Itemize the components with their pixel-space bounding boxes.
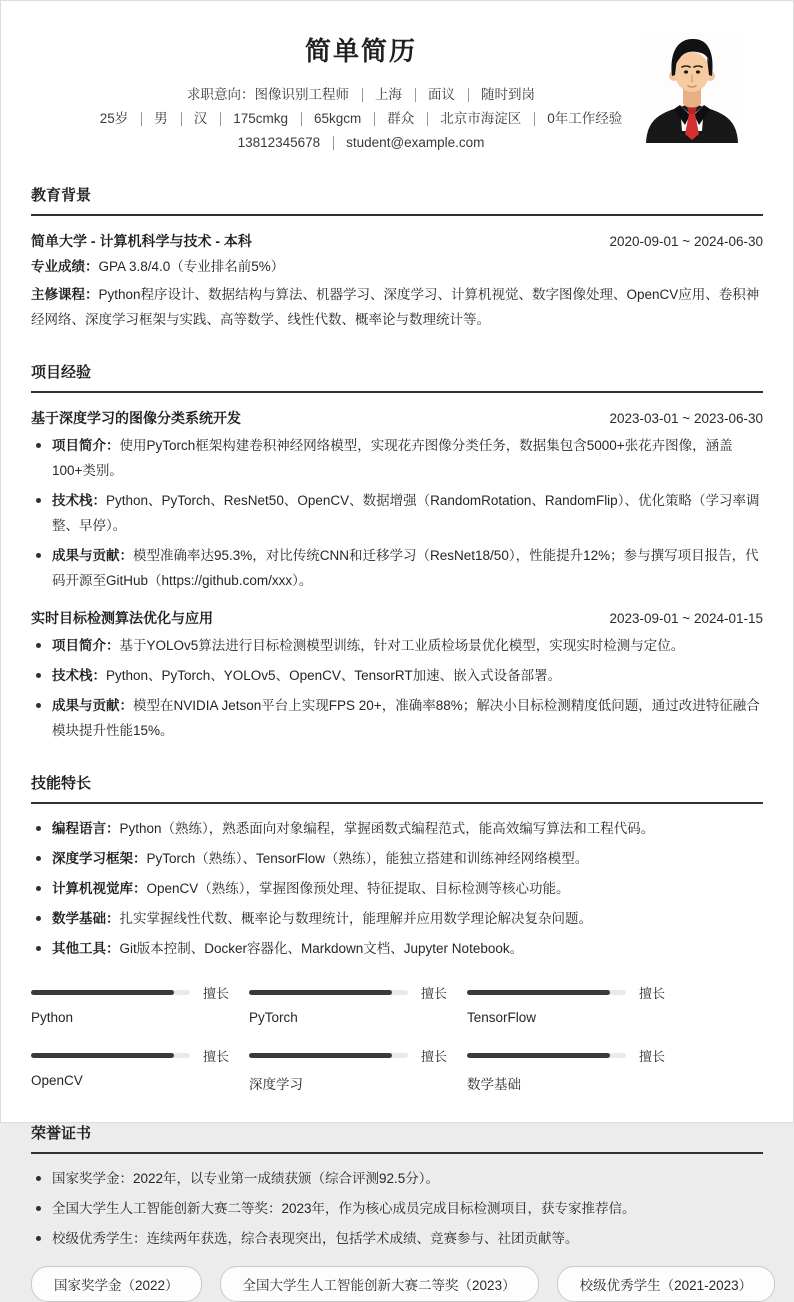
gender: 男 xyxy=(141,107,181,131)
bullet-dot-icon xyxy=(36,553,41,558)
header-text-block xyxy=(31,31,691,155)
bullet-item xyxy=(31,1166,763,1191)
resume-header xyxy=(31,31,763,155)
section-education xyxy=(31,184,763,332)
bullet-item xyxy=(31,488,763,538)
salary-expectation: 面议 xyxy=(415,83,468,107)
bullet-dot-icon xyxy=(36,1236,41,1241)
bullet-item xyxy=(31,936,763,961)
bullet-text: Git版本控制、Docker容器化、Markdown文档、Jupyter Notebook。 xyxy=(119,941,524,956)
project-date: 2023-03-01 ~ 2023-06-30 xyxy=(609,411,763,426)
courses-value: Python程序设计、数据结构与算法、机器学习、深度学习、计算机视觉、数字图像处理、OpenCV应用、卷积神经网络、深度学习框架与实践、高等数学、线性代数、概率论与数理统计等。 xyxy=(31,287,760,327)
skill-fill xyxy=(31,990,174,995)
bullet-label: 项目简介： xyxy=(52,438,120,453)
skill-track xyxy=(249,1053,408,1058)
bullet-label: 技术栈： xyxy=(52,493,106,508)
section-honors xyxy=(31,1122,763,1302)
skill-track xyxy=(31,1053,190,1058)
gpa-label: 专业成绩： xyxy=(31,259,99,274)
height: 175cmkg xyxy=(220,107,301,131)
bullet-item xyxy=(31,816,763,841)
project-title: 实时目标检测算法优化与应用 xyxy=(31,610,213,626)
skill-track xyxy=(31,990,190,995)
bullet-dot-icon xyxy=(36,443,41,448)
project-title: 基于深度学习的图像分类系统开发 xyxy=(31,410,241,426)
education-heading: 教育背景 xyxy=(31,184,763,216)
honor-text: 全国大学生人工智能创新大赛二等奖：2023年，作为核心成员完成目标检测项目，获专家推荐信。 xyxy=(52,1201,636,1216)
skills-bullets xyxy=(31,816,763,961)
bullet-label: 其他工具： xyxy=(52,941,120,956)
skill-bar-python xyxy=(31,983,229,1025)
bullet-dot-icon xyxy=(36,643,41,648)
project-title-row xyxy=(31,408,763,428)
job-intention: 求职意向：图像识别工程师 xyxy=(187,87,349,102)
skill-name: TensorFlow xyxy=(467,1010,537,1025)
skill-bar-deep-learning xyxy=(249,1046,447,1093)
bullet-text: 模型在NVIDIA Jetson平台上实现FPS 20+，准确率88%；解决小目标检测精度低问题，通过改进特征融合模块提升性能15%。 xyxy=(52,698,760,738)
bullet-dot-icon xyxy=(36,856,41,861)
skill-bar-pytorch xyxy=(249,983,447,1025)
bullet-dot-icon xyxy=(36,1176,41,1181)
bullet-dot-icon xyxy=(36,673,41,678)
bullet-item xyxy=(31,846,763,871)
skill-level-label: 擅长 xyxy=(202,986,229,1001)
project-item xyxy=(31,408,763,593)
personal-info-row xyxy=(31,107,691,131)
bullet-dot-icon xyxy=(36,703,41,708)
skill-level-label: 擅长 xyxy=(638,986,665,1001)
gpa-row xyxy=(31,254,763,279)
skills-heading: 技能特长 xyxy=(31,772,763,804)
email-address: student@example.com xyxy=(333,131,497,155)
bullet-text: 使用PyTorch框架构建卷积神经网络模型，实现花卉图像分类任务，数据集包含5000+张花卉图像，涵盖100+类别。 xyxy=(52,438,733,478)
job-city: 上海 xyxy=(362,83,415,107)
skill-name: 数学基础 xyxy=(467,1077,521,1092)
bullet-item xyxy=(31,876,763,901)
skill-name: Python xyxy=(31,1010,74,1025)
skill-fill xyxy=(467,1053,610,1058)
location: 北京市海淀区 xyxy=(427,107,534,131)
bullet-text: Python（熟练），熟悉面向对象编程，掌握函数式编程范式，能高效编写算法和工程代码。 xyxy=(119,821,655,836)
skill-bar-math xyxy=(467,1046,665,1093)
bullet-item xyxy=(31,1196,763,1221)
bullet-text: 基于YOLOv5算法进行目标检测模型训练，针对工业质检场景优化模型，实现实时检测与定位。 xyxy=(119,638,685,653)
bullet-item xyxy=(31,633,763,658)
skill-bar-grid xyxy=(31,983,763,1093)
skill-fill xyxy=(467,990,610,995)
portrait-avatar-icon xyxy=(641,33,743,143)
section-skills xyxy=(31,772,763,1093)
bullet-text: Python、PyTorch、YOLOv5、OpenCV、TensorRT加速、嵌入式设备部署。 xyxy=(106,668,562,683)
courses-label: 主修课程： xyxy=(31,287,99,302)
skill-track xyxy=(467,1053,626,1058)
ethnicity: 汉 xyxy=(181,107,221,131)
gpa-value: GPA 3.8/4.0（专业排名前5%） xyxy=(98,259,285,274)
school-degree: 简单大学 - 计算机科学与技术 - 本科 xyxy=(31,233,252,249)
bullet-item xyxy=(31,693,763,743)
skill-level-label: 擅长 xyxy=(420,1049,447,1064)
project-date: 2023-09-01 ~ 2024-01-15 xyxy=(609,611,763,626)
bullet-dot-icon xyxy=(36,916,41,921)
page-title: 简单简历 xyxy=(304,36,417,66)
bullet-label: 编程语言： xyxy=(52,821,120,836)
phone-number: 13812345678 xyxy=(237,135,321,150)
bullet-text: Python、PyTorch、ResNet50、OpenCV、数据增强（RandomRotation、RandomFlip）、优化策略（学习率调整、早停）。 xyxy=(52,493,760,533)
bullet-label: 技术栈： xyxy=(52,668,106,683)
honor-text: 校级优秀学生：连续两年获选，综合表现突出，包括学术成绩、竞赛参与、社团贡献等。 xyxy=(52,1231,579,1246)
honors-heading: 荣誉证书 xyxy=(31,1122,763,1154)
skill-name: PyTorch xyxy=(249,1010,298,1025)
education-title-row xyxy=(31,231,763,251)
skill-name: OpenCV xyxy=(31,1073,83,1088)
bullet-dot-icon xyxy=(36,946,41,951)
skill-fill xyxy=(31,1053,174,1058)
honor-tag-badge: 国家奖学金（2022） xyxy=(31,1266,202,1302)
project-bullets xyxy=(31,633,763,743)
bullet-label: 数学基础： xyxy=(52,911,120,926)
bullet-item xyxy=(31,906,763,931)
bullet-dot-icon xyxy=(36,1206,41,1211)
courses-row xyxy=(31,282,763,332)
section-projects xyxy=(31,361,763,743)
skill-track xyxy=(249,990,408,995)
age: 25岁 xyxy=(99,111,129,126)
bullet-item xyxy=(31,663,763,688)
bullet-dot-icon xyxy=(36,886,41,891)
bullet-item xyxy=(31,543,763,593)
work-experience: 0年工作经验 xyxy=(534,107,635,131)
honor-tags xyxy=(31,1266,763,1302)
profile-photo xyxy=(641,33,743,143)
job-intent-row xyxy=(31,83,691,107)
education-date: 2020-09-01 ~ 2024-06-30 xyxy=(609,234,763,249)
honors-bullets xyxy=(31,1166,763,1251)
honor-tag-badge: 全国大学生人工智能创新大赛二等奖（2023） xyxy=(220,1266,539,1302)
honor-text: 国家奖学金：2022年，以专业第一成绩获颁（综合评测92.5分）。 xyxy=(52,1171,440,1186)
bullet-text: PyTorch（熟练）、TensorFlow（熟练），能独立搭建和训练神经网络模型。 xyxy=(146,851,589,866)
bullet-text: 扎实掌握线性代数、概率论与数理统计，能理解并应用数学理论解决复杂问题。 xyxy=(119,911,592,926)
skill-bar-opencv xyxy=(31,1046,229,1093)
bullet-label: 成果与贡献： xyxy=(52,698,133,713)
skill-track xyxy=(467,990,626,995)
bullet-label: 项目简介： xyxy=(52,638,120,653)
weight: 65kgcm xyxy=(301,107,374,131)
bullet-label: 深度学习框架： xyxy=(52,851,147,866)
bullet-text: 模型准确率达95.3%，对比传统CNN和迁移学习（ResNet18/50），性能提升12%；参与撰写项目报告，代码开源至GitHub（https://github.com/xxx）。 xyxy=(52,548,759,588)
skill-fill xyxy=(249,990,392,995)
bullet-dot-icon xyxy=(36,826,41,831)
skill-level-label: 擅长 xyxy=(202,1049,229,1064)
skill-level-label: 擅长 xyxy=(638,1049,665,1064)
political-status: 群众 xyxy=(374,107,427,131)
bullet-item xyxy=(31,1226,763,1251)
skill-fill xyxy=(249,1053,392,1058)
bullet-item xyxy=(31,433,763,483)
bullet-label: 计算机视觉库： xyxy=(52,881,147,896)
availability: 随时到岗 xyxy=(468,83,548,107)
skill-name: 深度学习 xyxy=(249,1077,303,1092)
project-item xyxy=(31,608,763,743)
skill-level-label: 擅长 xyxy=(420,986,447,1001)
bullet-text: OpenCV（熟练），掌握图像预处理、特征提取、目标检测等核心功能。 xyxy=(146,881,570,896)
project-title-row xyxy=(31,608,763,628)
honor-tag-badge: 校级优秀学生（2021-2023） xyxy=(557,1266,776,1302)
bullet-label: 成果与贡献： xyxy=(52,548,133,563)
project-bullets xyxy=(31,433,763,593)
bullet-dot-icon xyxy=(36,498,41,503)
projects-heading: 项目经验 xyxy=(31,361,763,393)
skill-bar-tensorflow xyxy=(467,983,665,1025)
contact-row xyxy=(31,131,691,155)
